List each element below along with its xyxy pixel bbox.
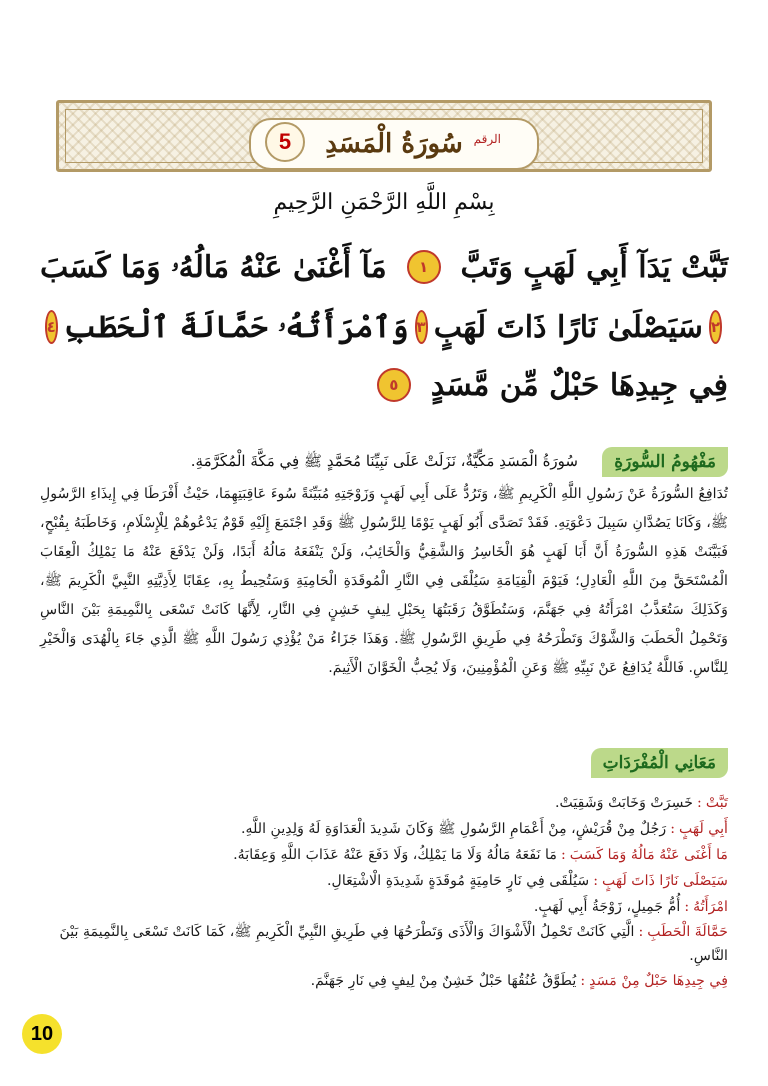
- vocab-separator: :: [684, 899, 690, 915]
- vocab-separator: :: [580, 973, 586, 989]
- vocab-meaning: سَيُلْقَى فِي نَارٍ حَامِيَةٍ مُوقَدَةٍ شَدِيدَةِ الْاشْتِعَالِ.: [327, 873, 590, 889]
- concept-tag: مَفْهُومُ السُّورَةِ: [602, 447, 728, 477]
- title-box: [249, 118, 539, 170]
- vocab-meaning: الَّتِي كَانَتْ تَحْمِلُ الْأَشْوَاكَ وَالْأَذَى وَتَطْرَحُهَا فِي طَرِيقِ النَّبِيِّ الْكَرِيمِ ﷺ، كَمَا كَانَتْ تَسْعَى بِالنَّمِيمَةِ بَيْنَ النَّاسِ.: [59, 924, 728, 964]
- vocab-separator: :: [593, 873, 598, 889]
- verse-line-3: [40, 356, 728, 414]
- vocab-tag: مَعَانِي الْمُفْرَدَاتِ: [591, 748, 728, 778]
- vocab-term: فِي جِيدِهَا حَبْلٌ مِنْ مَسَدٍ: [589, 973, 728, 989]
- vocab-item: [40, 816, 728, 842]
- vocab-term: أَبِي لَهَبٍ: [678, 821, 728, 837]
- surah-header: [56, 100, 712, 172]
- verse-line-1: [40, 238, 728, 296]
- vocab-meaning: مَا نَفَعَهُ مَالُهُ وَلَا مَا يَمْلِكُ، وَلَا دَفَعَ عَنْهُ عَذَابَ اللَّهِ وَعِقَابَهُ.: [233, 847, 557, 863]
- ayah-number-3: ٣: [415, 310, 428, 344]
- verse-2-text: مَآ أَغْنَىٰ عَنْهُ مَالُهُۥ وَمَا كَسَبَ: [40, 249, 387, 285]
- verse-5-text: فِي جِيدِهَا حَبْلٌ مِّن مَّسَدٍ: [430, 367, 728, 403]
- verse-1-text: تَبَّتْ يَدَآ أَبِي لَهَبٍ وَتَبَّ: [460, 249, 728, 285]
- vocab-meaning: أُمُّ جَمِيلٍ، زَوْجَةُ أَبِي لَهَبٍ.: [533, 899, 681, 915]
- basmala: بِسْمِ اللَّهِ الرَّحْمَنِ الرَّحِيمِ: [273, 190, 495, 215]
- vocab-meaning: رَجُلٌ مِنْ قُرَيْشٍ، مِنْ أَعْمَامِ الرَّسُولِ ﷺ وَكَانَ شَدِيدَ الْعَدَاوَةِ لَهُ وَلِدِينِ اللَّهِ.: [240, 821, 667, 837]
- ayah-number-4: ٤: [45, 310, 58, 344]
- vocab-meaning: خَسِرَتْ وَخَابَتْ وَشَقِيَتْ.: [554, 795, 694, 811]
- ayah-number-2: ٢: [709, 310, 722, 344]
- surah-title: سُورَةُ الْمَسَدِ: [325, 129, 463, 159]
- number-label: الرقم: [473, 132, 501, 146]
- concept-line: سُورَةُ الْمَسَدِ مَكِّيَّةٌ، نَزَلَتْ عَلَى نَبِيِّنَا مُحَمَّدٍ ﷺ فِي مَكَّةَ الْمُكَرَّمَةِ.: [190, 452, 578, 470]
- vocab-term: تَبَّتْ: [705, 795, 728, 811]
- vocab-separator: :: [560, 847, 566, 863]
- verse-line-2: [40, 298, 728, 356]
- vocab-term: حَمَّالَةَ الْحَطَبِ: [647, 924, 728, 940]
- vocab-item: [40, 842, 728, 868]
- vocab-separator: :: [670, 821, 675, 837]
- verse-4-text: وَٱمْرَأَتُهُۥ حَمَّالَةَ ٱلْحَطَبِ: [63, 309, 409, 345]
- vocab-meaning: يُطَوَّقُ عُنُقُهَا حَبْلٌ خَشِنٌ مِنْ لِيفٍ فِي نَارِ جَهَنَّمَ.: [310, 973, 577, 989]
- vocab-item: [40, 968, 728, 994]
- vocab-term: مَا أَغْنَى عَنْهُ مَالُهُ وَمَا كَسَبَ: [569, 847, 728, 863]
- vocab-term: امْرَأَتُهُ: [693, 899, 728, 915]
- verse-3-text: سَيَصْلَىٰ نَارًا ذَاتَ لَهَبٍ: [433, 309, 703, 345]
- vocab-list: [40, 790, 728, 994]
- explanation-paragraph: تُدَافِعُ السُّورَةُ عَنْ رَسُولِ اللَّهِ الْكَرِيمِ ﷺ، وَتَرُدُّ عَلَى أَبِي لَهَبٍ وَزَوْجَتِهِ مُبَيِّنَةً سُوءَ عَاقِبَتِهِمَا، حَيْثُ أَفْرَطَا فِي إِيذَاءِ الرَّسُولِ ﷺ، وَكَانَا يَصُدَّانِ سَبِيلَ دَعْوَتِهِ. فَقَدْ تَصَدَّى أَبُو لَهَبٍ يَوْمًا لِلرَّسُولِ ﷺ وَقَدِ اجْتَمَعَ إِلَيْهِ قَوْمٌ يَدْعُوهُمْ لِلْإِسْلَامِ، وَخَاطَبَهُ بِقُبْحٍ، فَبَيَّنَتْ هَذِهِ السُّورَةُ أَنَّ أَبَا لَهَبٍ هُوَ الْخَاسِرُ وَالشَّقِيُّ وَالْخَائِبُ، وَلَنْ يَنْفَعَهُ مَالُهُ أَبَدًا، وَلَنْ يَدْفَعَ عَنْهُ مَا يَمْلِكُ الْعِقَابَ الْمُسْتَحَقَّ مِنَ اللَّهِ الْعَادِلِ؛ فَيَوْمَ الْقِيَامَةِ سَيُلْقَى فِي النَّارِ الْمُوقَدَةِ الْحَامِيَةِ وَسَتُحِيطُ بِهِ، عِقَابًا لِأَذِيَّتِهِ النَّبِيَّ الْكَرِيمَ ﷺ، وَكَذَلِكَ سَتُعَذَّبُ امْرَأَتُهُ فِي جَهَنَّمَ، وَسَتُطَوَّقُ رَقَبَتُهَا بِحَبْلِ لِيفٍ خَشِنٍ فِي النَّارِ، لِأَنَّهَا كَانَتْ تَسْعَى بِالنَّمِيمَةِ بَيْنَ النَّاسِ وَتَحْمِلُ الْحَطَبَ وَالشَّوْكَ وَتَطْرَحُهُ فِي طَرِيقِ الرَّسُولِ ﷺ. وَهَذَا جَزَاءُ مَنْ يُؤْذِي رَسُولَ اللَّهِ ﷺ الَّذِي جَاءَ بِالْهُدَى وَالْخَيْرِ لِلنَّاسِ. فَاللَّهُ يُدَافِعُ عَنْ نَبِيِّهِ ﷺ وَعَنِ الْمُؤْمِنِينَ، وَلَا يُحِبُّ الْخَوَّانَ الْأَثِيمَ.: [40, 486, 728, 676]
- vocab-item: [40, 868, 728, 894]
- vocab-item: [40, 790, 728, 816]
- vocab-item: [40, 920, 728, 968]
- vocab-separator: :: [638, 924, 644, 940]
- page-number: 10: [22, 1014, 62, 1054]
- header-inner-border: [65, 109, 703, 163]
- vocab-separator: :: [697, 795, 702, 811]
- ayah-number-1: ١: [407, 250, 441, 284]
- ayah-number-5: ٥: [377, 368, 411, 402]
- vocab-item: [40, 894, 728, 920]
- surah-number: 5: [265, 122, 305, 162]
- vocab-term: سَيَصْلَى نَارًا ذَاتَ لَهَبٍ: [602, 873, 728, 889]
